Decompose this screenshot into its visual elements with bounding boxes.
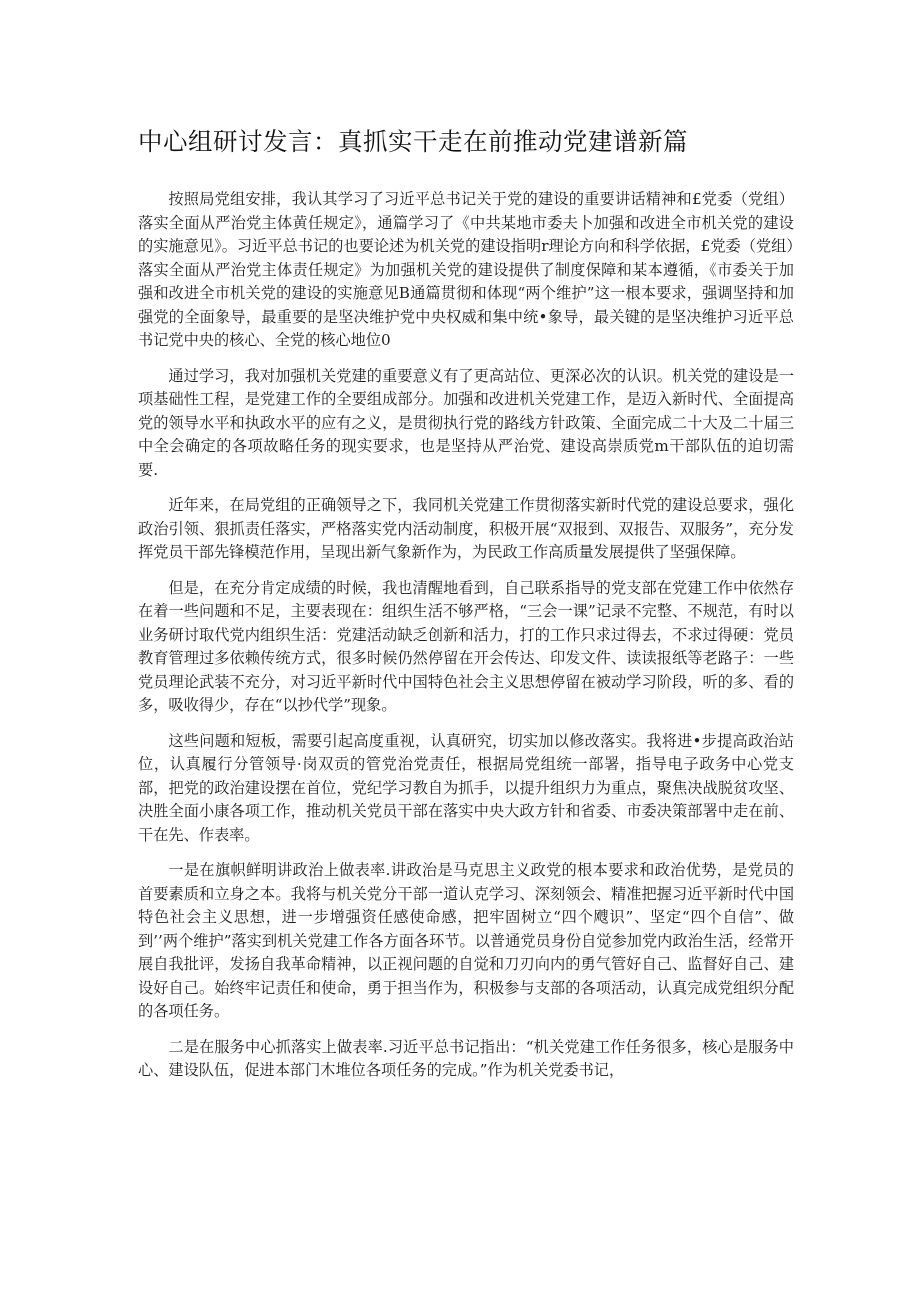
paragraph-achievements: 近年来，在局党组的正确领导之下，我同机关党建工作贯彻落实新时代党的建设总要求，强化政治引领、狠抓责任落实，严格落实党内活动制度，积极开展“双报到、双报告、双服务”，充分发挥党员干部先锋模范作用，呈现出新气象新作为，为民政工作高质量发展提供了坚强保障。 bbox=[138, 496, 794, 561]
document-title: 中心组研讨发言：真抓实干走在前推动党建谱新篇 bbox=[138, 127, 688, 156]
paragraph-understanding: 通过学习，我对加强机关党建的重要意义有了更高站位、更深必次的认识。机关党的建设是一项基础性工程，是党建工作的全要组成部分。加强和改进机关党建工作，是迈入新时代、全面提高党的领导水平和执政水平的应有之义，是贯彻执行党的路线方针政策、全面完成二十大及二十届三中全会确定的各项故略任务的现实要求，也是坚持从严治党、建设高崇质党m干部队伍的迫切需要. bbox=[138, 366, 794, 479]
paragraph-rectification: 这些问题和短板，需要引起高度重视，认真研究，切实加以修改落实。我将进•步提高政治站位，认真履行分管领导·岗双贡的管党治党责任，根据局党组统一部署，指导电子政务中心党支部，把党的政治建设摆在首位，党纪学习教自为抓手，以提升组织力为重点，聚焦决战脱贫攻坚、决胜全面小康各项工作，推动机关党员干部在落实中央大政方针和省委、市委决策部署中走在前、干在先、作表率。 bbox=[138, 731, 794, 844]
paragraph-point-one: 一是在旗帜鲜明讲政治上做表率.讲政治是马克思主义政党的根本要求和政治优势，是党员的首要素质和立身之本。我将与机关党分干部一道认克学习、深刻领会、精准把握习近平新时代中国特色社会主义思想，进一步增强资任感使命感，把牢固树立“四个飕识”、坚定“四个自信”、做到’’两个维护”落实到机关党建工作各方面各环节。以普通党员身份自觉参加党内政治生活，经常开展自我批评，发扬自我革命精神，以正视问题的自觉和刀刃向内的勇气管好自己、监督好自己、建设好自己。始终牢记责任和使命，勇于担当作为，积极参与支部的各项活动，认真完成党组织分配的各项任务。 bbox=[138, 861, 794, 1020]
paragraph-problems: 但是，在充分肯定成绩的时候，我也清醒地看到，自己联系指导的党支部在党建工作中依然存在着一些问题和不足，主要表现在：组织生活不够严格，“三会一课”记录不完整、不规范，有时以业务研讨取代党内组织生活：党建活动缺乏创新和活力，打的工作只求过得去，不求过得硬：党员教育管理过多依赖传统方式，很多时候仍然停留在开会传达、印发文件、读读报纸等老路子：一些党员理论武装不充分，对习近平新时代中国特色社会主义思想停留在被动学习阶段，听的多、看的多，吸收得少，存在“以抄代学”现象。 bbox=[138, 578, 794, 714]
paragraph-point-two: 二是在服务中心抓落实上做表率.习近平总书记指出：“机关党建工作任务很多，核心是服务中心、建设队伍，促进本部门木堆位各项任务的完成。”作为机关党委书记， bbox=[138, 1037, 794, 1079]
document-page bbox=[138, 124, 794, 1095]
paragraph-study-summary: 按照局党组安排，我认其学习了习近平总书记关于党的建设的重要讲话精神和£党委（党组）落实全面从严治党主体黄任规定》，通篇学习了《中共某地市委夫卜加强和改进全市机关党的建设的实施意见》。习近平总书记的也要论述为机关党的建设指明r理论方向和科学依据，£党委（党组）落实全面从严治党主体责任规定》为加强机关党的建设提供了制度保障和某本遵循，《市委关于加强和改进全市机关党的建设的实施意见B通篇贯彻和体现“两个维护”这一根本要求，强调坚持和加强党的全面象导，最重要的是坚决维护党中央权威和集中统•象导，最关键的是坚决维护习近平总书记党中央的核心、全党的核心地位0 bbox=[138, 190, 794, 349]
